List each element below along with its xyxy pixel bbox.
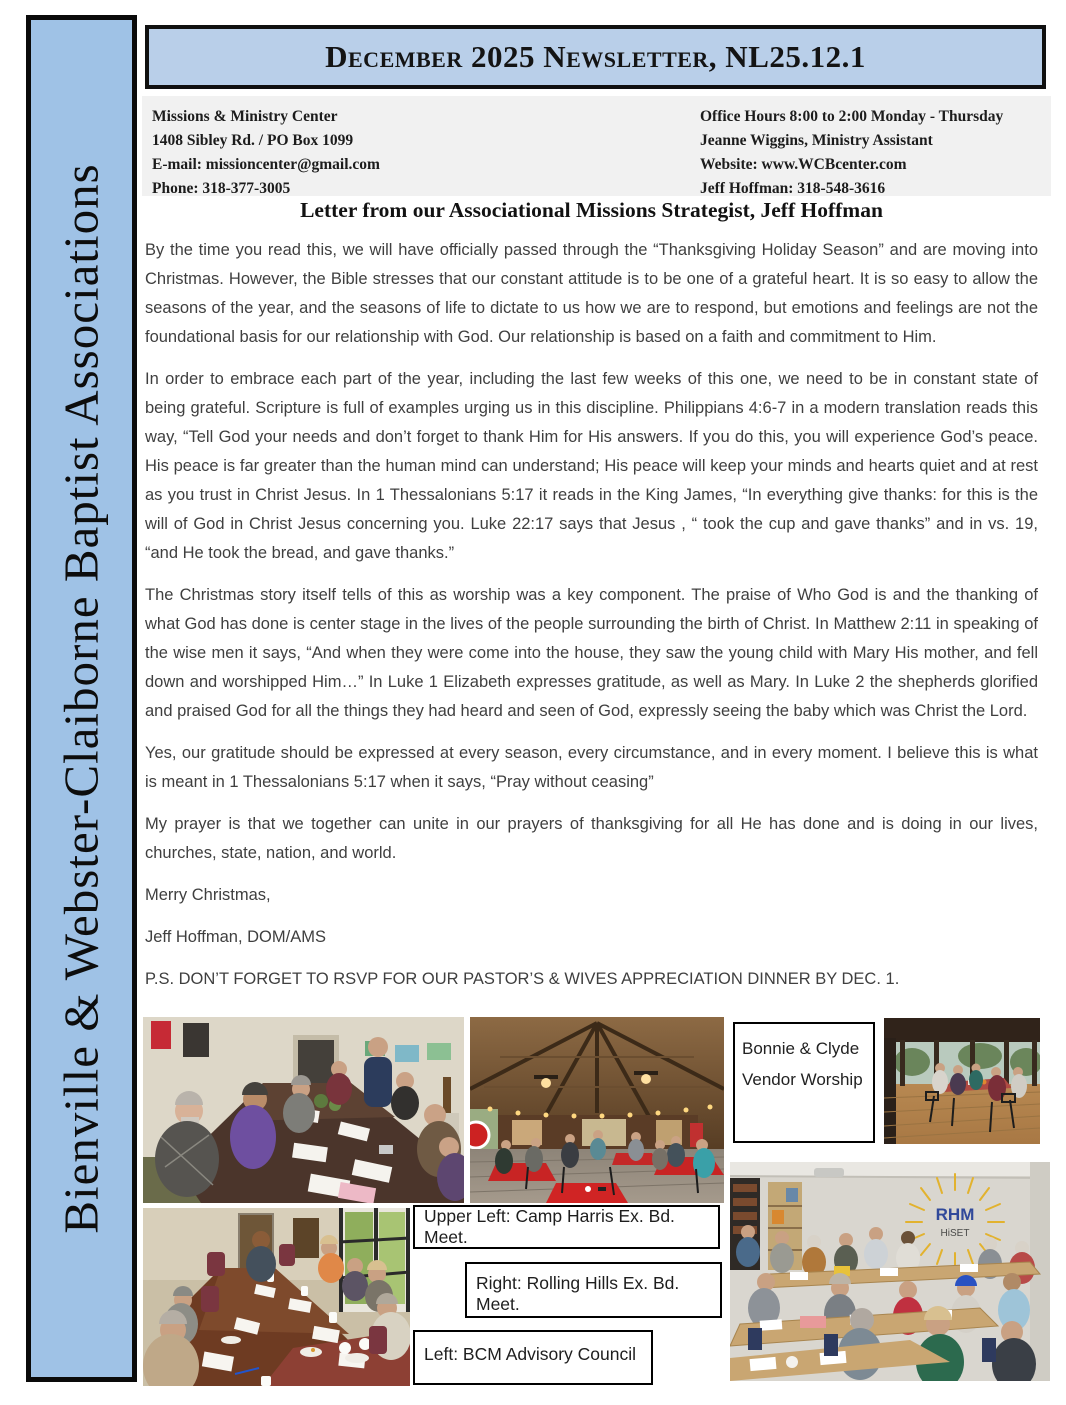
rolling-hills-photo-art: [470, 1017, 724, 1203]
letter-closing: Merry Christmas,: [145, 886, 271, 904]
caption-camp-harris: [413, 1205, 720, 1249]
vendor-worship-photo: [884, 1018, 1040, 1144]
office-hours: Office Hours 8:00 to 2:00 Monday - Thursday: [700, 108, 1004, 125]
ministry-assistant: Jeanne Wiggins, Ministry Assistant: [700, 132, 933, 149]
caption-camp-harris-text: Upper Left: Camp Harris Ex. Bd. Meet.: [424, 1206, 675, 1247]
letter-paragraph: My prayer is that we together can unite in our prayers of thanksgiving for all He has done and is doing in our lives, churches, state, nation, and world.: [145, 815, 1038, 862]
caption-bcm-council: [413, 1330, 653, 1385]
center-address: 1408 Sibley Rd. / PO Box 1099: [152, 132, 354, 149]
center-phone: Phone: 318-377-3005: [152, 180, 291, 197]
newsletter-title: December 2025 Newsletter, NL25.12.1: [325, 39, 866, 74]
vendor-worship-line1: Bonnie & Clyde: [742, 1039, 860, 1058]
caption-bcm-council-text: Left: BCM Advisory Council: [424, 1344, 637, 1364]
bcm-council-photo: [143, 1208, 410, 1386]
rolling-hills-photo: [470, 1017, 724, 1203]
contact-block: [142, 96, 1051, 196]
letter-paragraph: The Christmas story itself tells of this as worship was a key component. The praise of Who God is and the thanking of what God has done is center stage in the lives of the people surrounding the birth of Christ. In Matthew 2:11 in speaking of the wise men it says, “And when they were come into the house, they saw the young child with Mary His mother, and fell down and worshipped Him…” In Luke 1 Elizabeth expresses gratitude, as well as Mary. In Luke 2 the shepherds glorified and praised God for all the things they had heard and seen of God, expressly seeing the baby which was Christ the Lord.: [145, 586, 1038, 720]
vendor-worship-line2: Vendor Worship: [742, 1070, 863, 1089]
letter-paragraph: By the time you read this, we will have officially passed through the “Thanksgiving Holiday Season” and are moving into Christmas. However, the Bible stresses that our constant attitude is to be one of a grateful heart. It is so easy to allow the seasons of the year, and the seasons of life to dictate to us how we are to respond, but emotions and feelings are not the foundational basis for our relationship with God. Our relationship is based on a faith and commitment to Him.: [145, 241, 1038, 346]
contact-right-column: [700, 105, 1003, 201]
strategist-phone: Jeff Hoffman: 318-548-3616: [700, 180, 886, 197]
vendor-worship-label-box: [733, 1022, 875, 1143]
masthead: [145, 25, 1046, 89]
hiset-classroom-photo: [730, 1162, 1050, 1381]
bcm-council-photo-art: [143, 1208, 410, 1386]
letter-paragraph: In order to embrace each part of the year, including the last few weeks of this one, we need to be in constant state of being grateful. Scripture is full of examples urging us in this discipline. Philippians 4:6-7 in a modern translation reads this way, “Tell God your needs and don’t forget to thank Him for His answers. If you do this, you will experience God’s peace. His peace is far greater than the human mind can understand; His peace will keep your minds and hearts quiet and at rest as you trust in Christ Jesus. In 1 Thessalonians 5:17 it reads in the King James, “In everything give thanks: for this is the will of God in Christ Jesus concerning you. Luke 22:17 says that Jesus , “ took the cup and gave thanks” and in vs. 19, “and He took the bread, and gave thanks.”: [145, 370, 1038, 562]
hiset-logo-rhm-text: RHM: [935, 1205, 975, 1224]
letter-body: [145, 198, 1038, 1007]
center-email: E-mail: missioncenter@gmail.com: [152, 156, 380, 173]
website: Website: www.WCBcenter.com: [700, 156, 907, 173]
camp-harris-photo-art: [143, 1017, 464, 1203]
letter-paragraph: Yes, our gratitude should be expressed at every season, every circumstance, and in every moment. I believe this is what is meant in 1 Thessalonians 5:17 when it says, “Pray without ceasing”: [145, 744, 1038, 791]
association-banner-text: Bienville & Webster-Claiborne Baptist Associations: [54, 163, 110, 1234]
letter-title: Letter from our Associational Missions Strategist, Jeff Hoffman: [300, 198, 883, 222]
letter-postscript: P.S. DON’T FORGET TO RSVP FOR OUR PASTOR’S & WIVES APPRECIATION DINNER BY DEC. 1.: [145, 970, 900, 988]
caption-rolling-hills-text: Right: Rolling Hills Ex. Bd. Meet.: [476, 1273, 680, 1314]
association-banner: [26, 15, 137, 1382]
center-name: Missions & Ministry Center: [152, 108, 338, 125]
hiset-logo-hiset-text: HiSET: [940, 1228, 970, 1239]
contact-left-column: [152, 105, 380, 201]
vendor-worship-photo-art: [884, 1018, 1040, 1144]
hiset-classroom-photo-art: [730, 1162, 1050, 1381]
letter-signature: Jeff Hoffman, DOM/AMS: [145, 928, 326, 946]
camp-harris-photo: [143, 1017, 464, 1203]
caption-rolling-hills: [465, 1262, 722, 1318]
